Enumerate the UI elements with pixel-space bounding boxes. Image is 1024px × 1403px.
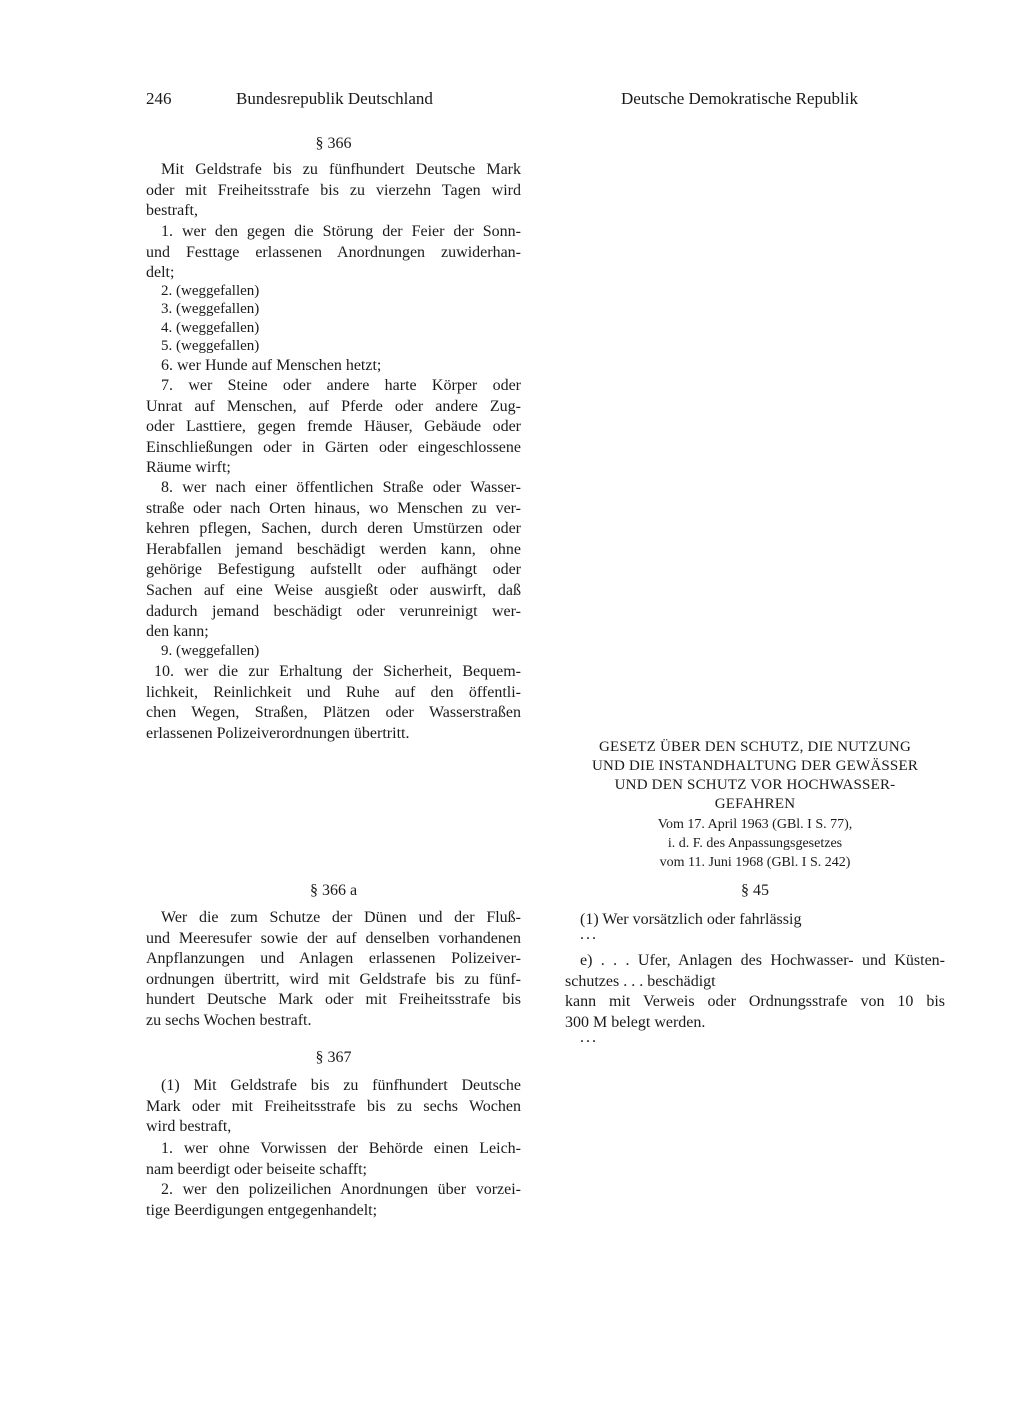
text-line: GEFAHREN (714, 796, 796, 812)
text-line: Räume wirft; (146, 459, 231, 477)
section-367-item-2 (146, 1180, 521, 1221)
section-367-item-1 (146, 1139, 521, 1180)
ellipsis: ... (580, 1029, 598, 1046)
text-line: (1) Wer vorsätzlich oder fahrlässig (580, 911, 802, 928)
text-line: vom 11. Juni 1968 (GBl. I S. 242) (659, 855, 851, 870)
section-366-item-1 (146, 222, 521, 284)
section-366a-heading: § 366 a (309, 882, 358, 899)
text-line: Einschließungen oder in Gärten oder eingeschlossene (146, 438, 521, 456)
right-running-title: Deutsche Demokratische Republik (621, 89, 858, 108)
text-line: Mark oder mit Freiheitsstrafe bis zu sechs Wochen (146, 1097, 521, 1115)
text-line: GESETZ ÜBER DEN SCHUTZ, DIE NUTZUNG (599, 739, 911, 755)
text-line: Mit Geldstrafe bis zu fünfhundert Deutsche Mark (161, 161, 521, 178)
text-line: gehörige Befestigung aufstellt oder aufhängt oder (146, 561, 521, 579)
text-line: e) . . . Ufer, Anlagen des Hochwasser- und Küsten- (580, 952, 945, 969)
text-line: dadurch jemand beschädigt oder verunreinigt wer- (146, 602, 521, 620)
text-line: UND DIE INSTANDHALTUNG DER GEWÄSSER (591, 758, 919, 774)
text-line: Vom 17. April 1963 (GBl. I S. 77), (657, 817, 853, 832)
section-366-heading: § 366 (315, 135, 352, 152)
text-line: den kann; (146, 623, 209, 641)
text-line: 1. wer ohne Vorwissen der Behörde einen Leich- (161, 1140, 521, 1157)
law-title (565, 738, 945, 814)
text-line: (1) Mit Geldstrafe bis zu fünfhundert Deutsche (161, 1077, 521, 1094)
section-45-item-e (565, 951, 945, 992)
text-line: erlassenen Polizeiverordnungen übertritt. (146, 724, 410, 742)
text-line: Unrat auf Menschen, auf Pferde oder andere Zug- (146, 397, 521, 415)
section-366-item-4: 4. (weggefallen) (161, 320, 260, 336)
text-line: hundert Deutsche Mark oder mit Freiheitsstrafe bis (146, 991, 521, 1009)
text-line: i. d. F. des Anpassungsgesetzes (667, 836, 843, 851)
section-366-item-3: 3. (weggefallen) (161, 301, 260, 317)
section-367-intro (146, 1076, 521, 1138)
text-line: Sachen auf eine Weise ausgießt oder auswirft, daß (146, 581, 521, 599)
text-line: 2. wer den polizeilichen Anordnungen über vorzei- (161, 1181, 521, 1198)
section-45-heading: § 45 (741, 882, 769, 899)
section-366-item-5: 5. (weggefallen) (161, 338, 260, 354)
text-line: oder mit Freiheitsstrafe bis zu vierzehn Tagen wird (146, 181, 521, 199)
section-366-intro (146, 160, 521, 222)
text-line: 7. wer Steine oder andere harte Körper oder (161, 377, 521, 394)
section-366a-text (146, 908, 521, 1032)
text-line: Anpflanzungen und Anlagen erlassenen Polizeiver- (146, 950, 521, 968)
text-line: Herabfallen jemand beschädigt werden kann, ohne (146, 540, 521, 558)
text-line: zu sechs Wochen bestraft. (146, 1011, 312, 1029)
text-line: und Festtage erlassenen Anordnungen zuwiderhan- (146, 243, 521, 261)
text-line: oder Lasttiere, gegen fremde Häuser, Gebäude oder (146, 418, 521, 436)
section-366-item-9: 9. (weggefallen) (161, 643, 260, 659)
text-line: UND DEN SCHUTZ VOR HOCHWASSER- (614, 777, 896, 793)
text-line: Wer die zum Schutze der Dünen und der Fluß- (161, 909, 521, 926)
section-366-item-7 (146, 376, 521, 479)
page-number: 246 (146, 89, 172, 108)
text-line: straße oder nach Orten hinaus, wo Menschen zu ver- (146, 499, 521, 517)
text-line: und Meeresufer sowie der auf denselben vorhandenen (146, 929, 521, 947)
text-line: wird bestraft, (146, 1118, 232, 1136)
section-366-item-6 (146, 356, 521, 377)
law-dates (565, 815, 945, 872)
section-45-penalty (565, 992, 945, 1033)
text-line: ordnungen übertritt, wird mit Geldstrafe bis zu fünf- (146, 970, 521, 988)
ellipsis: ... (580, 926, 598, 943)
text-line: 8. wer nach einer öffentlichen Straße oder Wasser- (161, 479, 521, 496)
section-366-item-2: 2. (weggefallen) (161, 283, 260, 299)
text-line: tige Beerdigungen entgegenhandelt; (146, 1201, 378, 1219)
text-line: delt; (146, 264, 175, 282)
text-line: bestraft, (146, 202, 198, 220)
text-line: chen Wegen, Straßen, Plätzen oder Wasserstraßen (146, 704, 521, 722)
text-line: 6. wer Hunde auf Menschen hetzt; (161, 357, 382, 374)
section-367-heading: § 367 (315, 1049, 352, 1066)
section-366-item-8 (146, 478, 521, 643)
left-running-title: Bundesrepublik Deutschland (236, 89, 433, 108)
text-line: schutzes . . . beschädigt (565, 972, 716, 990)
section-366-item-10 (146, 662, 521, 744)
text-line: lichkeit, Reinlichkeit und Ruhe auf den öffentli- (146, 683, 521, 701)
text-line: 10. wer die zur Erhaltung der Sicherheit, Bequem- (154, 663, 521, 680)
text-line: kann mit Verweis oder Ordnungsstrafe von 10 bis (565, 993, 945, 1010)
text-line: kehren pflegen, Sachen, durch deren Umstürzen oder (146, 520, 521, 538)
text-line: nam beerdigt oder beiseite schafft; (146, 1160, 367, 1178)
text-line: 300 M belegt werden. (565, 1013, 706, 1031)
text-line: 1. wer den gegen die Störung der Feier der Sonn- (161, 223, 521, 240)
